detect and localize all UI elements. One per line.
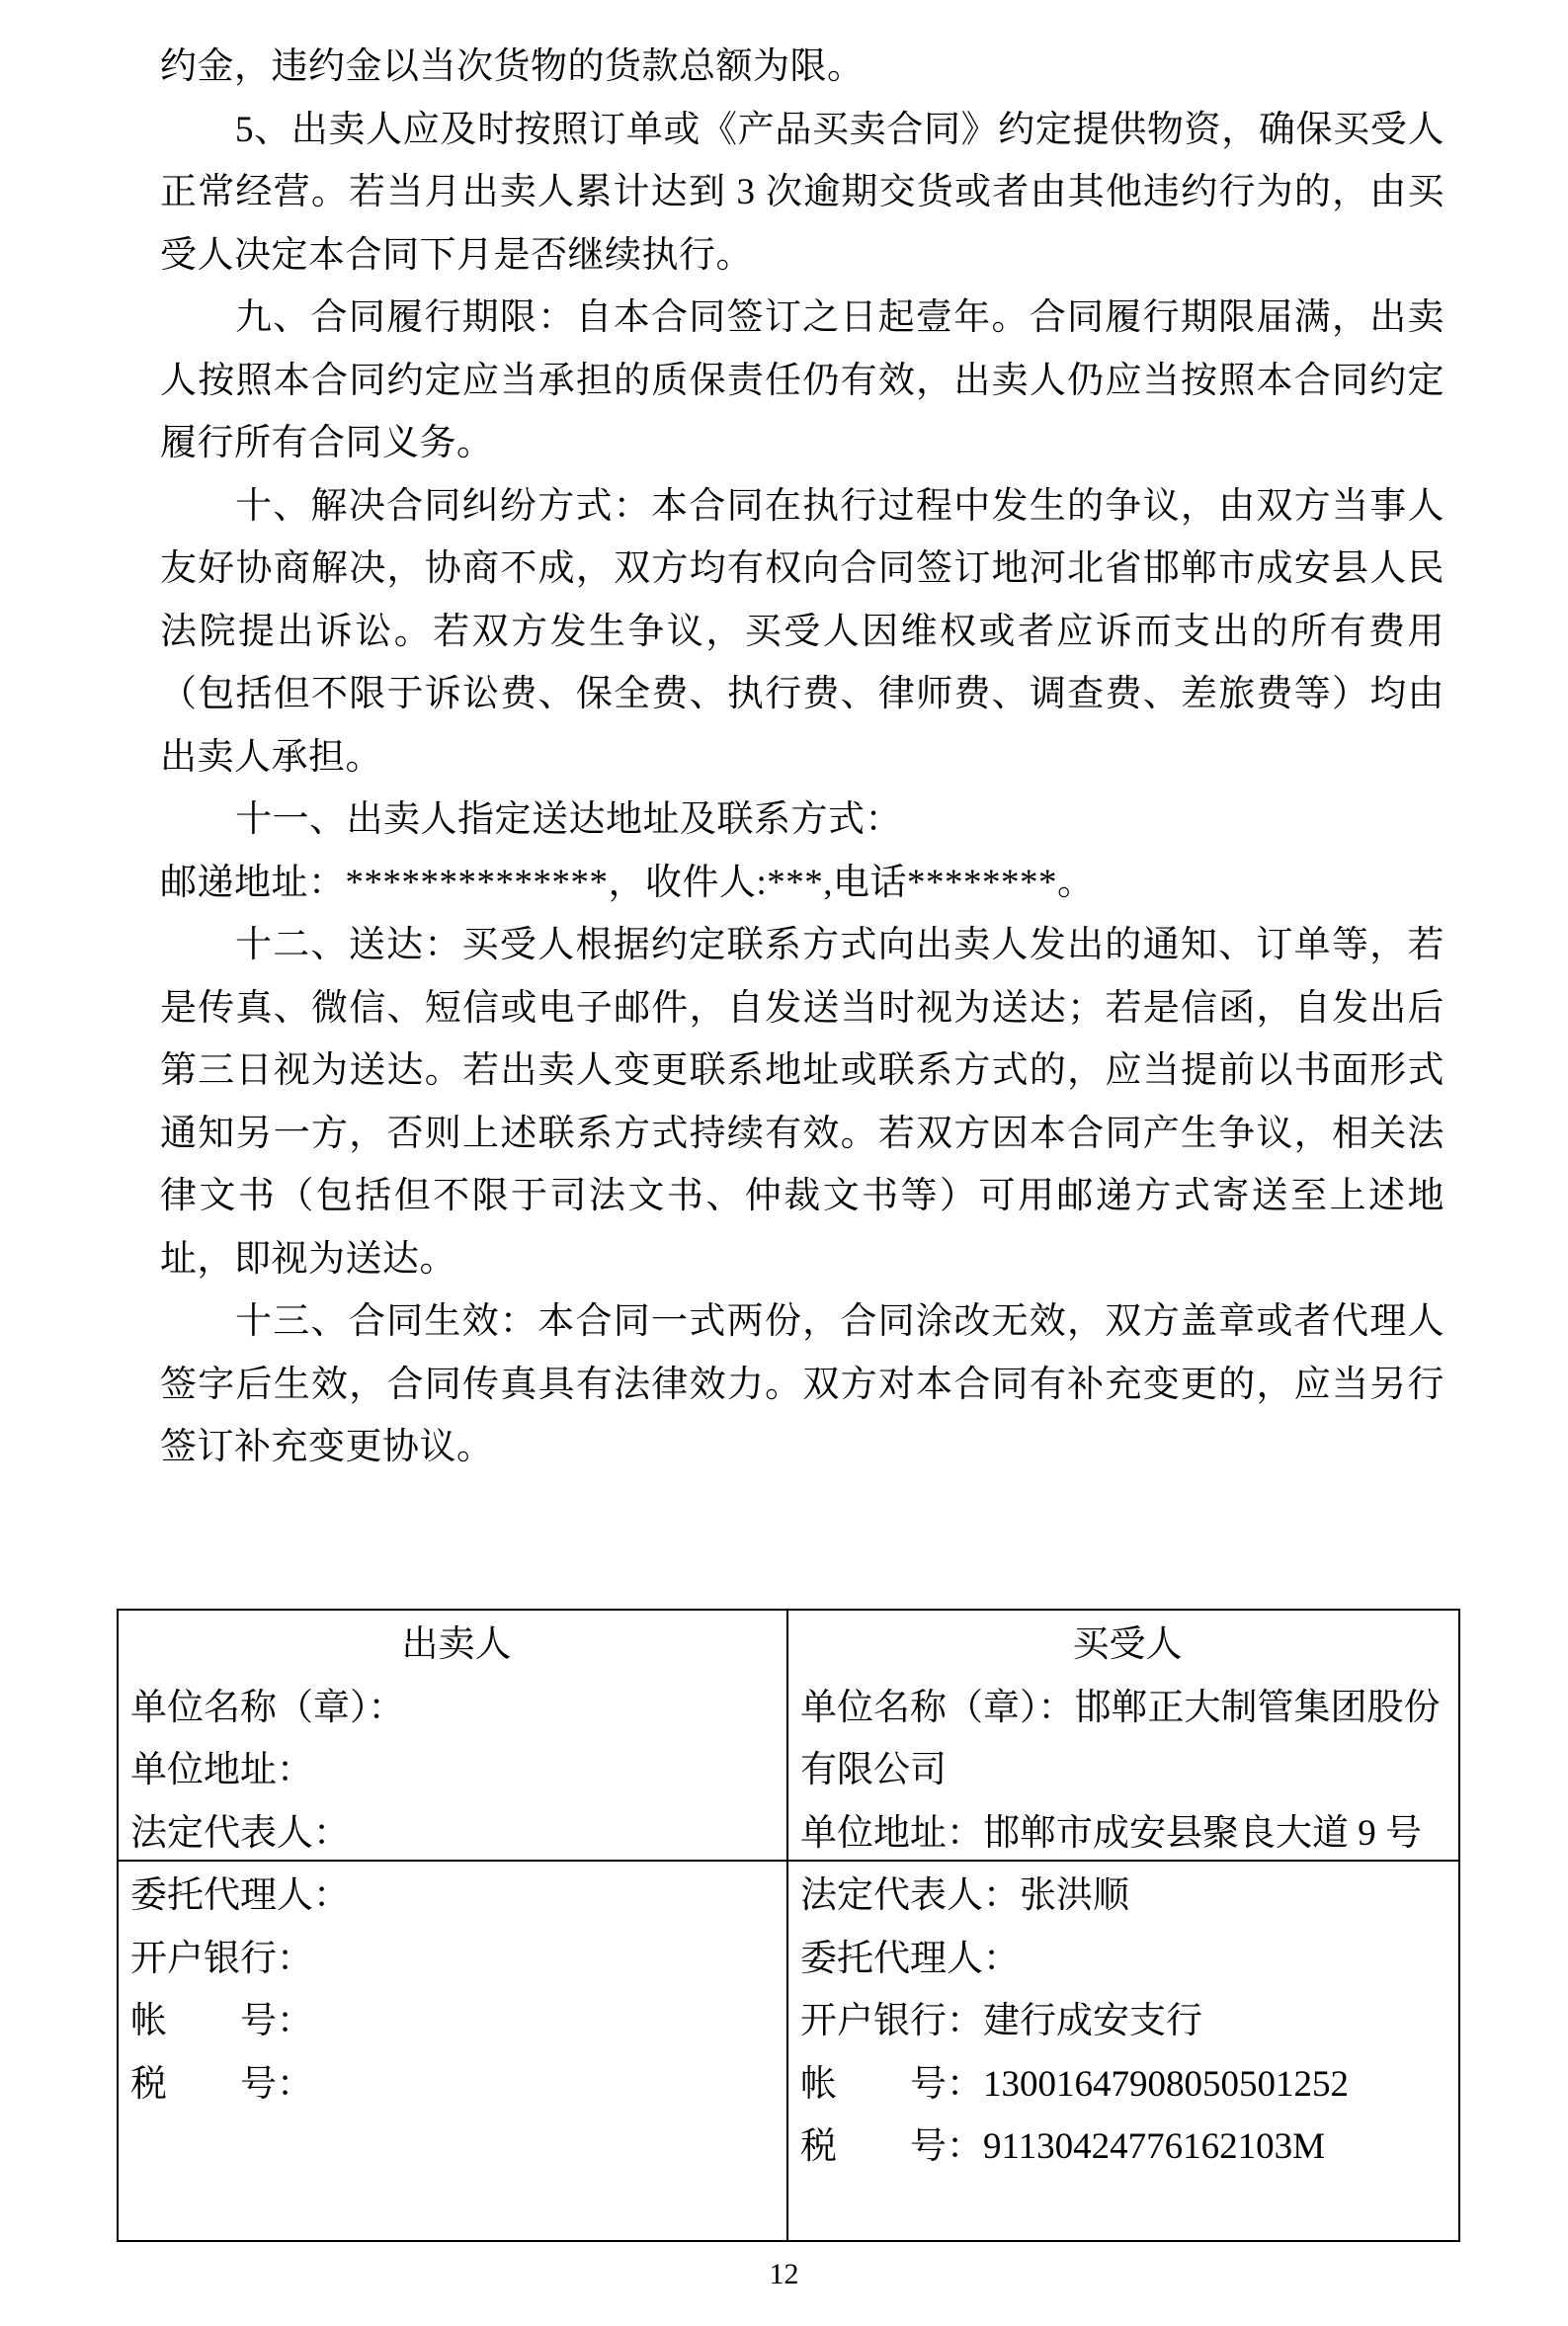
contract-body [160, 36, 1444, 1479]
seller-header: 出卖人 [401, 1624, 512, 1665]
seller-bank-cell [119, 1862, 788, 2240]
table-row [119, 1611, 1458, 1862]
parties-table [117, 1609, 1460, 2242]
contract-paragraph: 十二、送达：买受人根据约定联系方式向出卖人发出的通知、订单等，若是传真、微信、短信或电子邮件，自发送当时视为送达；若是信函，自发出后第三日视为送达。若出卖人变更联系地址或联系方式的，应当提前以书面形式通知另一方，否则上述联系方式持续有效。若双方因本合同产生争议，相关法律文书（包括但不限于司法文书、仲裁文书等）可用邮递方式寄送至上述地址，即视为送达。 [160, 925, 1444, 1280]
buyer-account-number: 帐 号：13001647908050501252 [800, 2063, 1349, 2105]
buyer-tax-number: 税 号：91130424776162103M [800, 2126, 1326, 2167]
seller-info-cell [119, 1611, 788, 1860]
buyer-header: 买受人 [1072, 1624, 1183, 1665]
buyer-bank-cell [788, 1862, 1458, 2240]
contract-paragraph: 十、解决合同纠纷方式：本合同在执行过程中发生的争议，由双方当事人友好协商解决，协商不成，双方均有权向合同签订地河北省邯郸市成安县人民法院提出诉讼。若双方发生争议，买受人因维权或者应诉而支出的所有费用（包括但不限于诉讼费、保全费、执行费、律师费、调查费、差旅费等）均由出卖人承担。 [160, 485, 1444, 778]
buyer-company-name: 单位名称（章）：邯郸正大制管集团股份有限公司 [800, 1687, 1441, 1790]
buyer-bank: 开户银行：建行成安支行 [800, 2001, 1202, 2041]
seller-bank-label: 开户银行： [130, 1938, 313, 1979]
page-number: 12 [769, 2258, 799, 2290]
seller-tax-label: 税 号： [130, 2063, 313, 2105]
contract-paragraph: 约金，违约金以当次货物的货款总额为限。 [160, 46, 865, 87]
contract-paragraph: 十三、合同生效：本合同一式两份，合同涂改无效，双方盖章或者代理人签字后生效，合同传真具有法律效力。双方对本合同有补充变更的，应当另行签订补充变更协议。 [160, 1301, 1444, 1467]
buyer-agent-label: 委托代理人： [800, 1938, 1020, 1979]
contract-paragraph: 九、合同履行期限：自本合同签订之日起壹年。合同履行期限届满，出卖人按照本合同约定应当承担的质保责任仍有效，出卖人仍应当按照本合同约定履行所有合同义务。 [160, 297, 1444, 463]
contract-paragraph: 十一、出卖人指定送达地址及联系方式： [235, 799, 902, 840]
seller-agent-label: 委托代理人： [130, 1875, 350, 1916]
seller-legal-rep-label: 法定代表人： [130, 1812, 350, 1854]
table-row [119, 1862, 1458, 2240]
contract-paragraph: 5、出卖人应及时按照订单或《产品买卖合同》约定提供物资，确保买受人正常经营。若当月出卖人累计达到 3 次逾期交货或者由其他违约行为的，由买受人决定本合同下月是否继续执行。 [160, 109, 1444, 276]
seller-company-name-label: 单位名称（章）： [130, 1687, 405, 1728]
seller-account-label: 帐 号： [130, 2001, 313, 2041]
buyer-info-cell [788, 1611, 1458, 1860]
seller-address-label: 单位地址： [130, 1750, 313, 1790]
buyer-address: 单位地址：邯郸市成安县聚良大道 9 号 [800, 1812, 1422, 1854]
buyer-legal-rep: 法定代表人：张洪顺 [800, 1875, 1129, 1916]
contract-paragraph: 邮递地址：**************，收件人:***,电话********。 [160, 862, 1095, 903]
